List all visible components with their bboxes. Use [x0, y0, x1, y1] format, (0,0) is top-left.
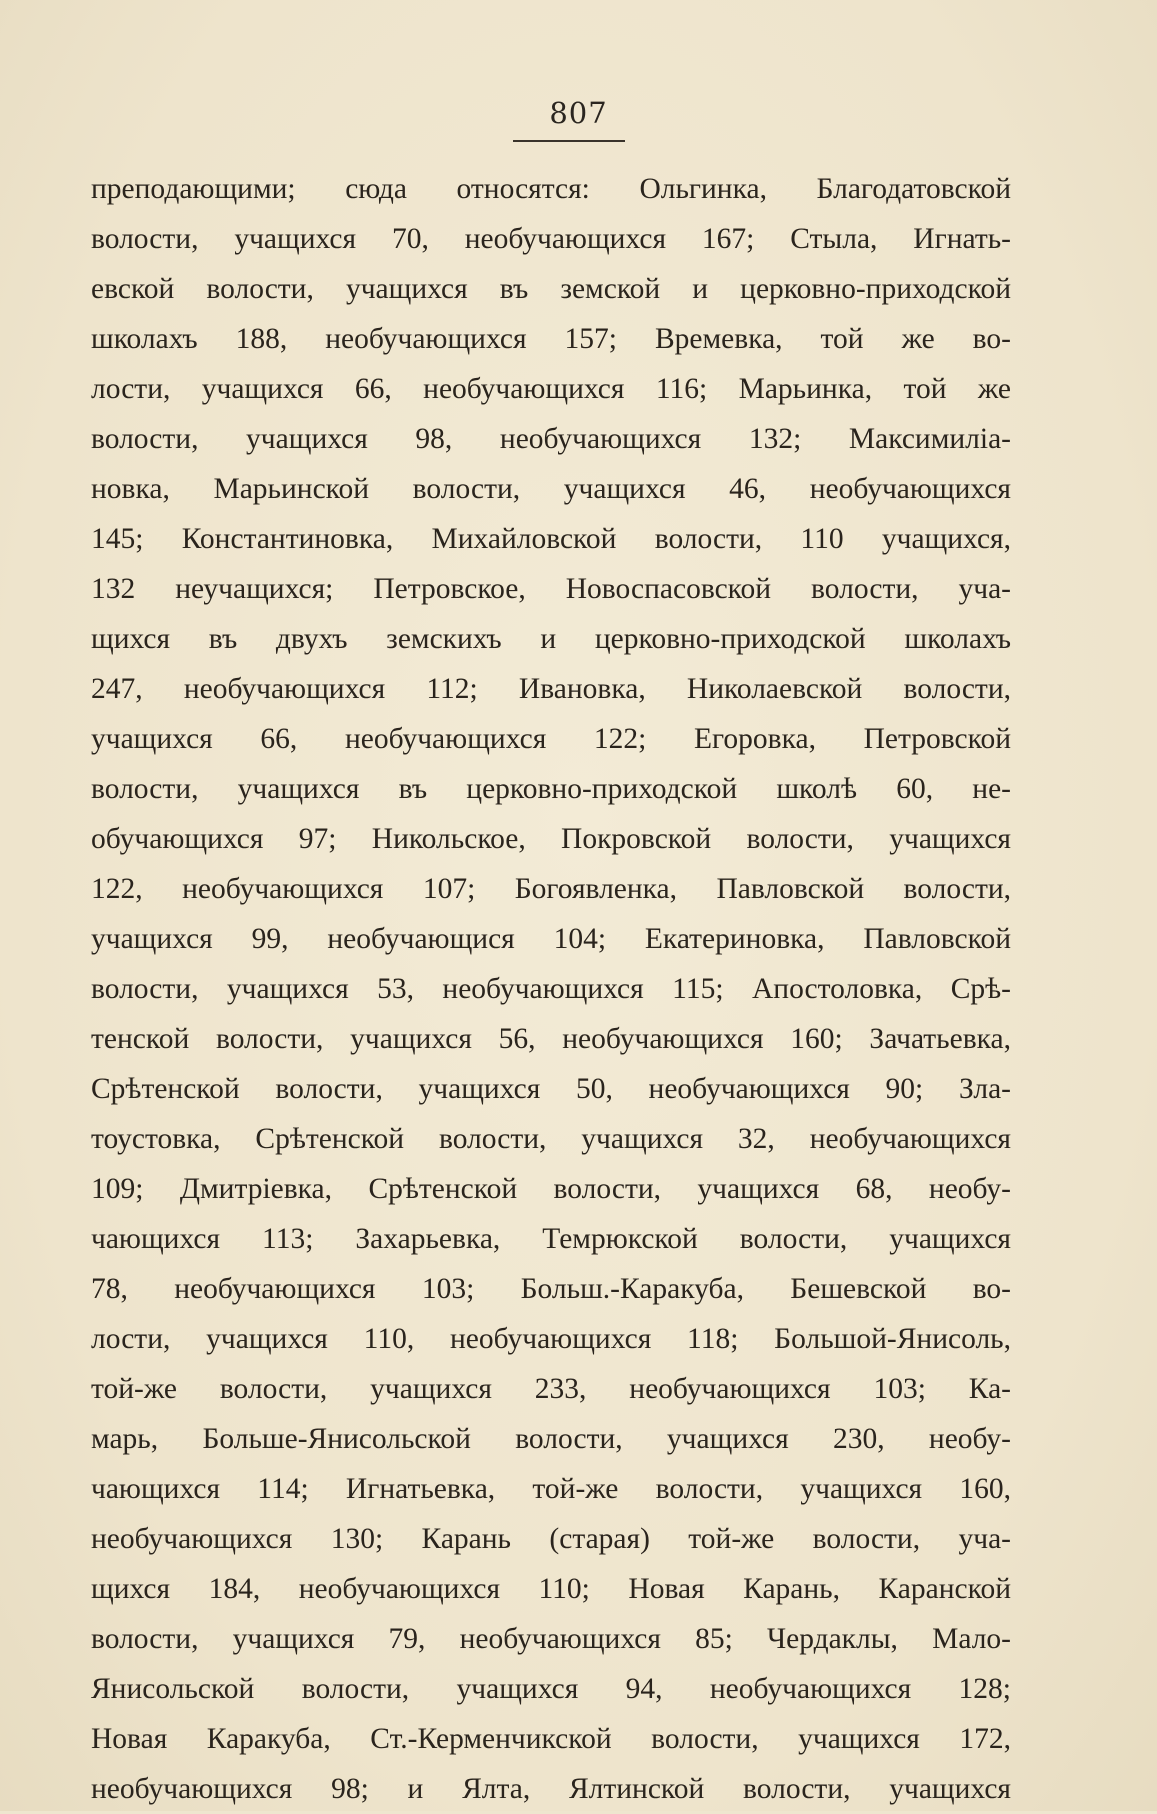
text-line: необучающихся 98; и Ялта, Ялтинской волости, учащихся	[91, 1773, 1011, 1805]
text-line: тенской волости, учащихся 56, необучающихся 160; Зачатьевка,	[91, 1023, 1011, 1055]
text-line: 247, необучающихся 112; Ивановка, Николаевской волости,	[91, 673, 1011, 705]
text-line: школахъ 188, необучающихся 157; Времевка, той же во-	[91, 323, 1011, 355]
text-line: волости, учащихся 79, необучающихся 85; Чердаклы, Мало-	[91, 1623, 1011, 1655]
text-line: волости, учащихся 70, необучающихся 167; Стыла, Игнать-	[91, 223, 1011, 255]
text-line: 78, необучающихся 103; Больш.-Каракуба, Бешевской во-	[91, 1273, 1011, 1305]
text-line: волости, учащихся 53, необучающихся 115; Апостоловка, Срѣ-	[91, 973, 1011, 1005]
text-line: новка, Марьинской волости, учащихся 46, необучающихся	[91, 473, 1011, 505]
text-line: щихся 184, необучающихся 110; Новая Карань, Каранской	[91, 1573, 1011, 1605]
text-line: обучающихся 97; Никольское, Покровской волости, учащихся	[91, 823, 1011, 855]
text-line: 122, необучающихся 107; Богоявленка, Павловской волости,	[91, 873, 1011, 905]
header-rule	[513, 140, 625, 142]
text-line: чающихся 113; Захарьевка, Темрюкской волости, учащихся	[91, 1223, 1011, 1255]
text-line: Срѣтенской волости, учащихся 50, необучающихся 90; Зла-	[91, 1073, 1011, 1105]
text-line: лости, учащихся 66, необучающихся 116; Марьинка, той же	[91, 373, 1011, 405]
text-line: учащихся 99, необучающися 104; Екатериновка, Павловской	[91, 923, 1011, 955]
text-line: преподающими; сюда относятся: Ольгинка, Благодатовской	[91, 173, 1011, 205]
text-line: 145; Константиновка, Михайловской волости, 110 учащихся,	[91, 523, 1011, 555]
text-line: щихся въ двухъ земскихъ и церковно-приходской школахъ	[91, 623, 1011, 655]
text-line: тоустовка, Срѣтенской волости, учащихся 32, необучающихся	[91, 1123, 1011, 1155]
text-line: волости, учащихся 98, необучающихся 132; Максимиліа-	[91, 423, 1011, 455]
text-line: чающихся 114; Игнатьевка, той-же волости, учащихся 160,	[91, 1473, 1011, 1505]
text-line: волости, учащихся въ церковно-приходской школѣ 60, не-	[91, 773, 1011, 805]
text-line: Новая Каракуба, Ст.-Керменчикской волости, учащихся 172,	[91, 1723, 1011, 1755]
text-line: Янисольской волости, учащихся 94, необучающихся 128;	[91, 1673, 1011, 1705]
text-line: 132 неучащихся; Петровское, Новоспасовской волости, уча-	[91, 573, 1011, 605]
text-line: 109; Дмитріевка, Срѣтенской волости, учащихся 68, необу-	[91, 1173, 1011, 1205]
text-line: марь, Больше-Янисольской волости, учащихся 230, необу-	[91, 1423, 1011, 1455]
text-line: лости, учащихся 110, необучающихся 118; Большой-Янисоль,	[91, 1323, 1011, 1355]
text-line: той-же волости, учащихся 233, необучающихся 103; Ка-	[91, 1373, 1011, 1405]
text-line: необучающихся 130; Карань (старая) той-же волости, уча-	[91, 1523, 1011, 1555]
body-text	[91, 164, 1011, 1814]
text-line: евской волости, учащихся въ земской и церковно-приходской	[91, 273, 1011, 305]
page-number: 807	[549, 96, 608, 130]
text-line: учащихся 66, необучающихся 122; Егоровка, Петровской	[91, 723, 1011, 755]
